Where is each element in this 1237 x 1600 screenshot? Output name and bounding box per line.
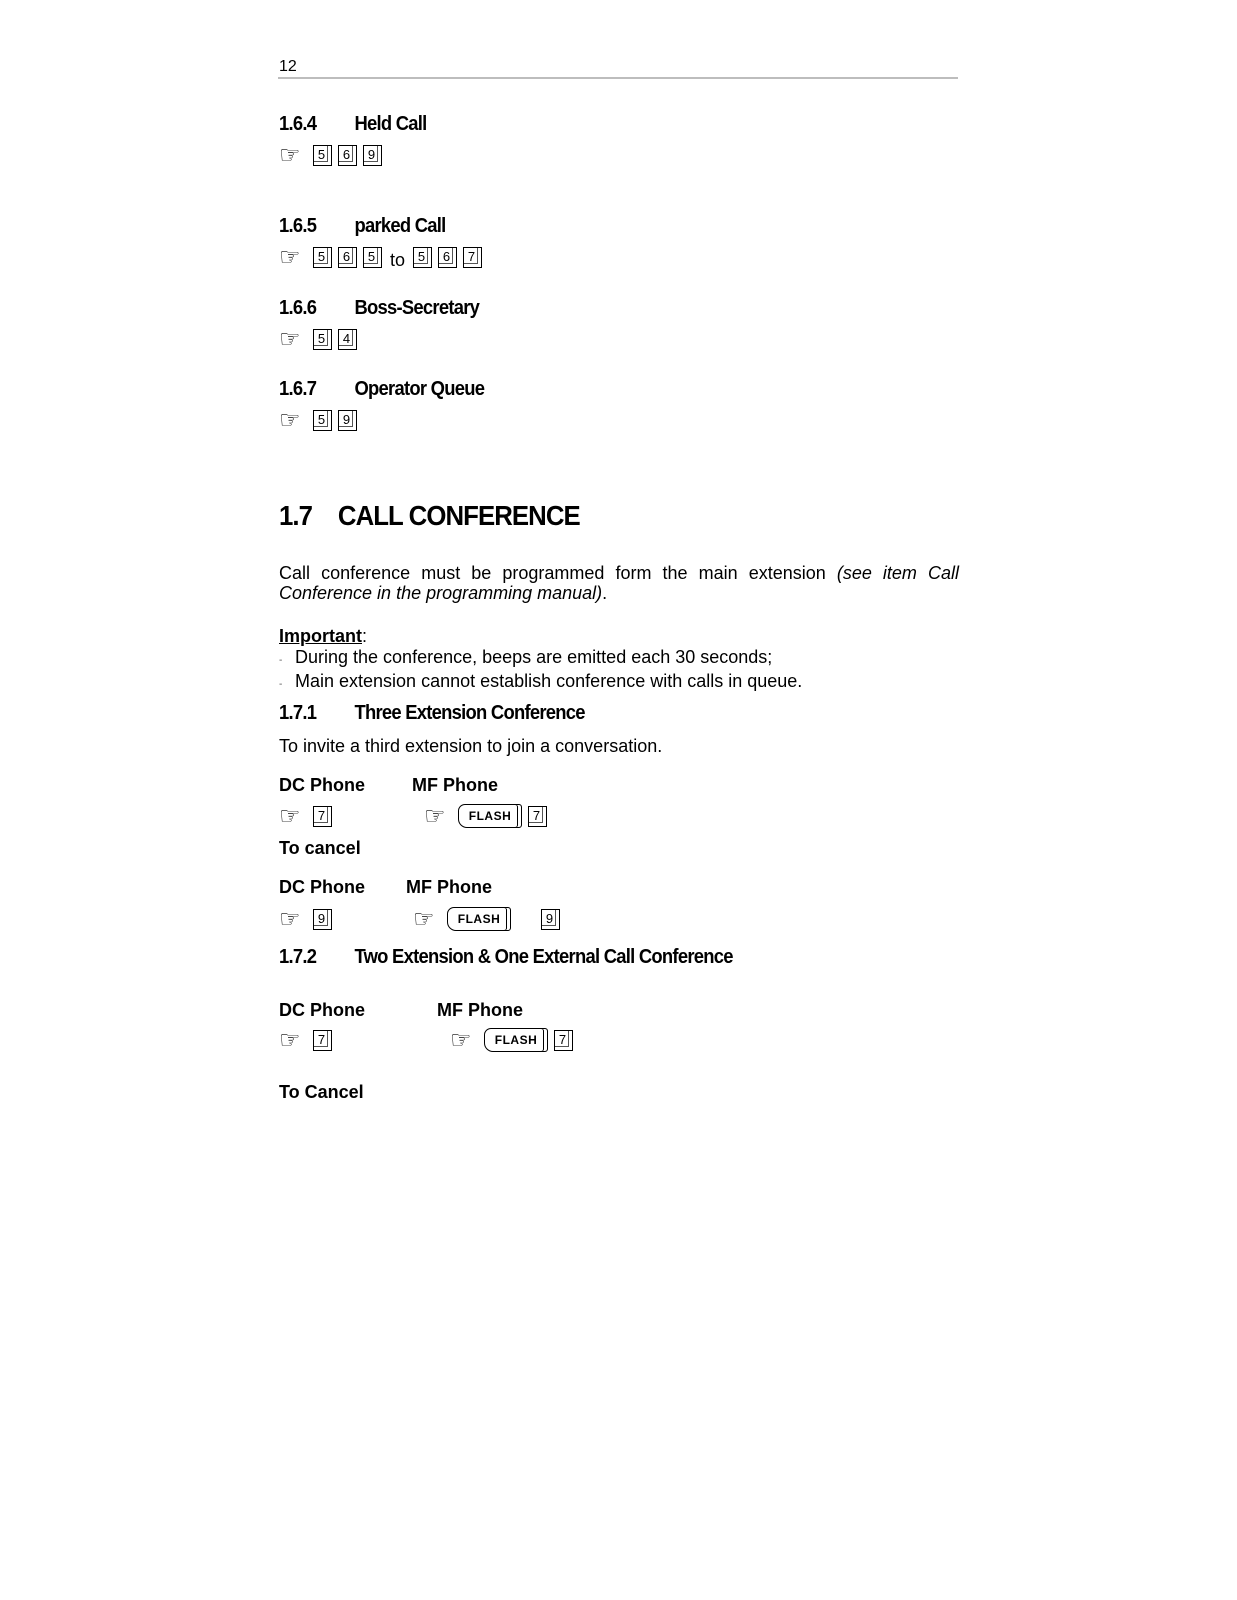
- heading-title: Two Extension & One External Call Conference: [354, 946, 733, 968]
- dc-cancel-sequence: [279, 907, 332, 931]
- pointing-hand-icon: ☞: [413, 905, 435, 933]
- key-button: 7: [313, 1030, 332, 1051]
- important-colon: :: [362, 626, 368, 646]
- key-button: 5: [313, 145, 332, 166]
- heading-title: Operator Queue: [354, 378, 485, 400]
- important-list: [279, 647, 802, 695]
- flash-key: FLASH: [458, 804, 522, 828]
- cancel-label: To cancel: [279, 838, 361, 858]
- dc-phone-label: DC Phone: [279, 877, 366, 897]
- heading-number: 1.7.2: [279, 946, 317, 968]
- key-button: 7: [554, 1030, 573, 1051]
- heading-number: 1.6.6: [279, 297, 317, 319]
- heading-number: 1.6.7: [279, 378, 317, 400]
- heading-1-7-1: [279, 702, 585, 725]
- mf-key-sequence: [424, 804, 547, 828]
- intro-end: .: [602, 583, 608, 603]
- key-button: 6: [338, 145, 357, 166]
- mf-cancel-sequence: [413, 907, 560, 931]
- heading-title: parked Call: [354, 215, 446, 237]
- mf-phone-label: MF Phone: [437, 1000, 523, 1020]
- heading-1-6-5: [279, 215, 446, 238]
- pointing-hand-icon: ☞: [279, 325, 301, 353]
- heading-number: 1.7.1: [279, 702, 317, 724]
- heading-1-6-7: [279, 378, 484, 401]
- dc-phone-label: DC Phone: [279, 775, 366, 795]
- list-item: [279, 647, 802, 671]
- heading-title: Three Extension Conference: [354, 702, 585, 724]
- heading-1-6-4: [279, 113, 427, 136]
- key-button: 5: [313, 410, 332, 431]
- pointing-hand-icon: ☞: [279, 1026, 301, 1054]
- key-button: 7: [528, 806, 547, 827]
- pointing-hand-icon: ☞: [450, 1026, 472, 1054]
- bullet-dash-icon: -: [279, 655, 283, 666]
- heading-title: Boss-Secretary: [354, 297, 480, 319]
- pointing-hand-icon: ☞: [279, 141, 301, 169]
- page-number: 12: [279, 58, 297, 75]
- bullet-dash-icon: -: [279, 679, 283, 690]
- key-button: 7: [463, 247, 482, 268]
- pointing-hand-icon: ☞: [279, 905, 301, 933]
- pointing-hand-icon: ☞: [279, 802, 301, 830]
- key-sequence-operator-queue: [279, 408, 357, 432]
- list-item-text: Main extension cannot establish conference with calls in queue.: [295, 671, 803, 691]
- important-label: Important: [279, 626, 362, 646]
- pointing-hand-icon: ☞: [424, 802, 446, 830]
- intro-text: Call conference must be programmed form the main extension: [279, 563, 837, 583]
- heading-1-7-2: [279, 946, 733, 969]
- mf-phone-label: MF Phone: [412, 775, 498, 795]
- heading-number: 1.6.5: [279, 215, 317, 237]
- dc-key-sequence: [279, 1028, 332, 1052]
- key-button: 9: [338, 410, 357, 431]
- pointing-hand-icon: ☞: [279, 243, 301, 271]
- heading-number: 1.7: [279, 500, 313, 531]
- heading-1-6-6: [279, 297, 479, 320]
- dc-phone-label: DC Phone: [279, 1000, 366, 1020]
- key-button: 6: [338, 247, 357, 268]
- key-sequence-held-call: [279, 143, 382, 167]
- list-item-text: During the conference, beeps are emitted each 30 seconds;: [295, 647, 773, 667]
- key-sequence-boss-secretary: [279, 327, 357, 351]
- key-button: 5: [363, 247, 382, 268]
- header-rule: [278, 77, 958, 79]
- key-button: 4: [338, 329, 357, 350]
- section-description: To invite a third extension to join a conversation.: [279, 736, 663, 756]
- cancel-label: To Cancel: [279, 1082, 364, 1102]
- key-sequence-parked-call: [279, 245, 482, 269]
- key-button: 5: [313, 247, 332, 268]
- flash-key: FLASH: [484, 1028, 548, 1052]
- mf-key-sequence: [450, 1028, 573, 1052]
- key-button: 9: [541, 909, 560, 930]
- heading-title: Held Call: [354, 113, 427, 135]
- key-button: 5: [313, 329, 332, 350]
- intro-italic-text: (see item Call Conference in the programming manual): [279, 563, 959, 603]
- important-heading: [279, 626, 367, 647]
- dc-key-sequence: [279, 804, 332, 828]
- mf-phone-label: MF Phone: [406, 877, 492, 897]
- key-button: 7: [313, 806, 332, 827]
- intro-paragraph: [279, 563, 959, 603]
- flash-key: FLASH: [447, 907, 511, 931]
- key-button: 6: [438, 247, 457, 268]
- key-button: 5: [413, 247, 432, 268]
- heading-1-7: [279, 500, 580, 532]
- heading-number: 1.6.4: [279, 113, 317, 135]
- key-button: 9: [363, 145, 382, 166]
- pointing-hand-icon: ☞: [279, 406, 301, 434]
- heading-title: CALL CONFERENCE: [337, 500, 580, 531]
- list-item: [279, 671, 802, 695]
- key-button: 9: [313, 909, 332, 930]
- range-connector: to: [390, 249, 406, 270]
